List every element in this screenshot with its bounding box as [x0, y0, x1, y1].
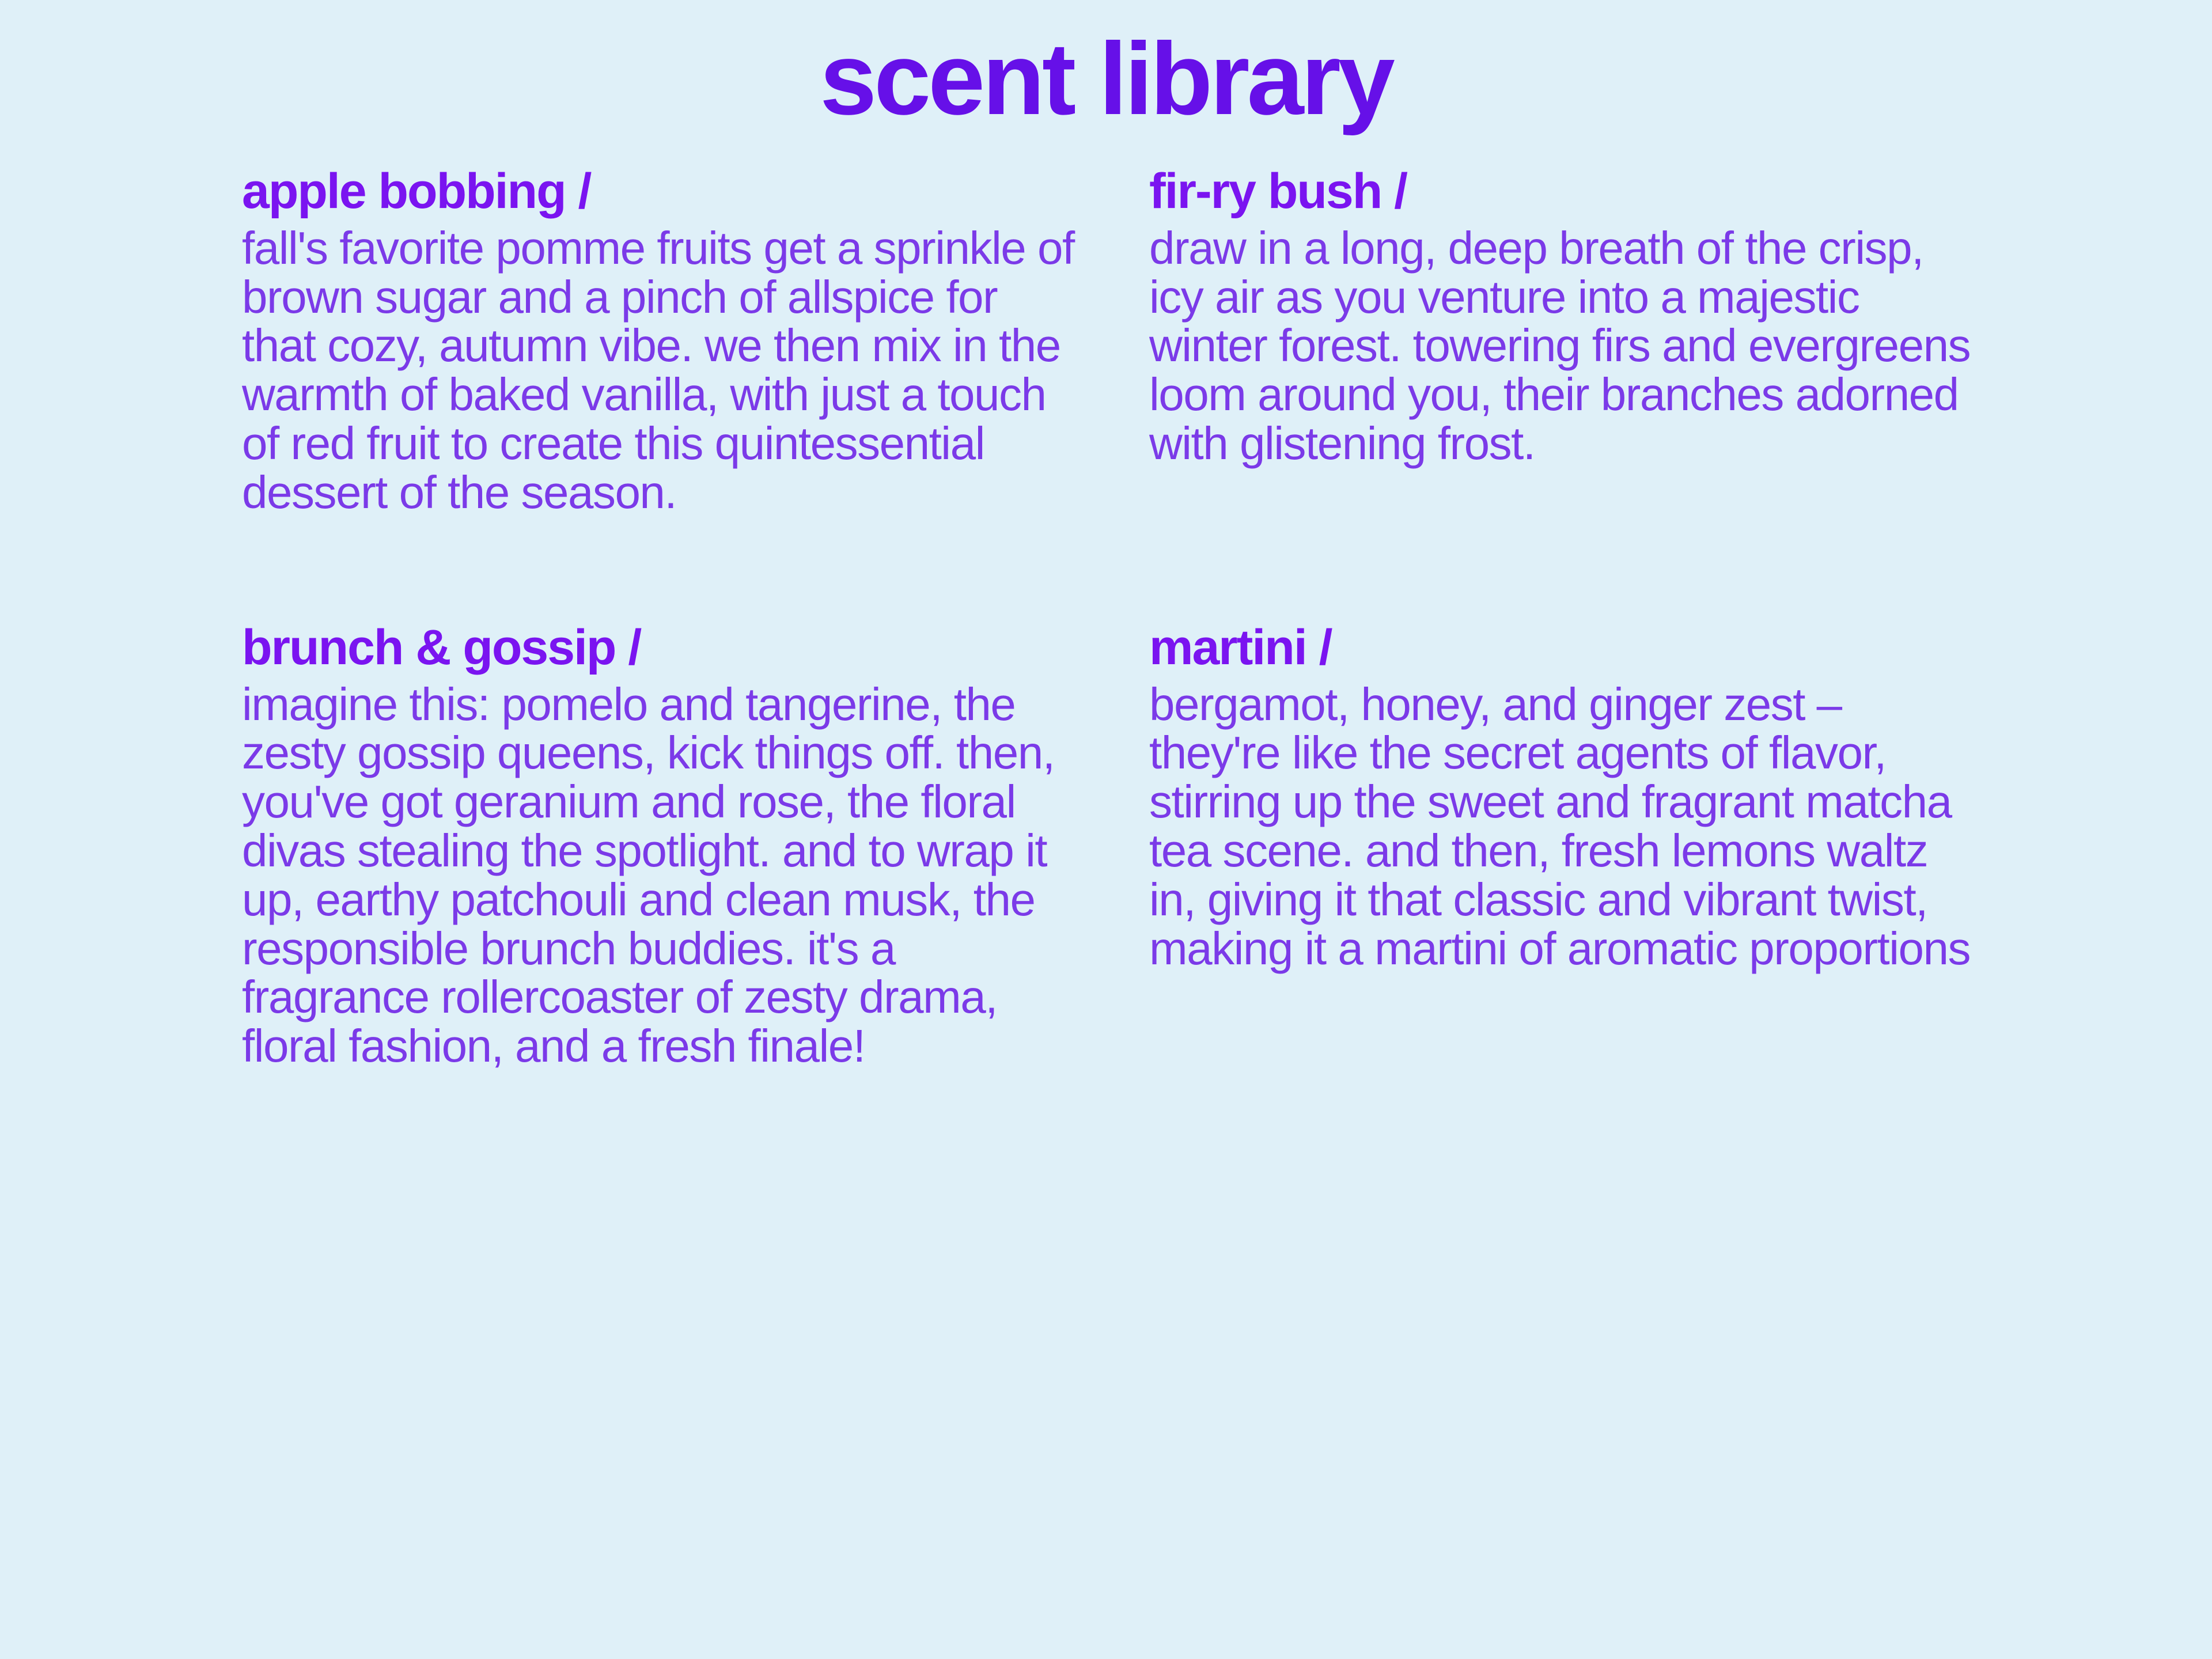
scent-entry-name: martini /	[1149, 619, 1332, 675]
scent-entry-apple-bobbing	[242, 165, 1074, 517]
scent-entry-grid	[230, 165, 1982, 1071]
scent-entry-description: bergamot, honey, and ginger zest – they're like the secret agents of flavor, stirring up the sweet and fragrant matcha tea scene. and then, fresh lemons waltz in, giving it that classic and vibrant twist, making it a martini of aromatic proportions	[1149, 678, 1970, 974]
scent-entry-description: imagine this: pomelo and tangerine, the zesty gossip queens, kick things off. then, you've got geranium and rose, the floral divas stealing the spotlight. and to wrap it up, earthy patchouli and clean musk, the responsible brunch buddies. it's a fragrance rollercoaster of zesty drama, floral fashion, and a fresh finale!	[242, 678, 1055, 1072]
page-title: scent library	[820, 21, 1392, 136]
scent-entry-brunch-and-gossip	[242, 621, 1074, 1071]
scent-entry-martini	[1149, 621, 1982, 1071]
scent-entry-name: brunch & gossip /	[242, 619, 641, 675]
scent-entry-name: fir-ry bush /	[1149, 164, 1407, 219]
scent-entry-description: draw in a long, deep breath of the crisp, icy air as you venture into a majestic winter forest. towering firs and evergreens loom around you, their branches adorned with glistening frost.	[1149, 222, 1971, 469]
scent-entry-description: fall's favorite pomme fruits get a sprinkle of brown sugar and a pinch of allspice for that cozy, autumn vibe. we then mix in the warmth of baked vanilla, with just a touch of red fruit to create this quintessential dessert of the season.	[242, 222, 1074, 518]
scent-entry-fir-ry-bush	[1149, 165, 1982, 517]
scent-entry-name: apple bobbing /	[242, 164, 591, 219]
